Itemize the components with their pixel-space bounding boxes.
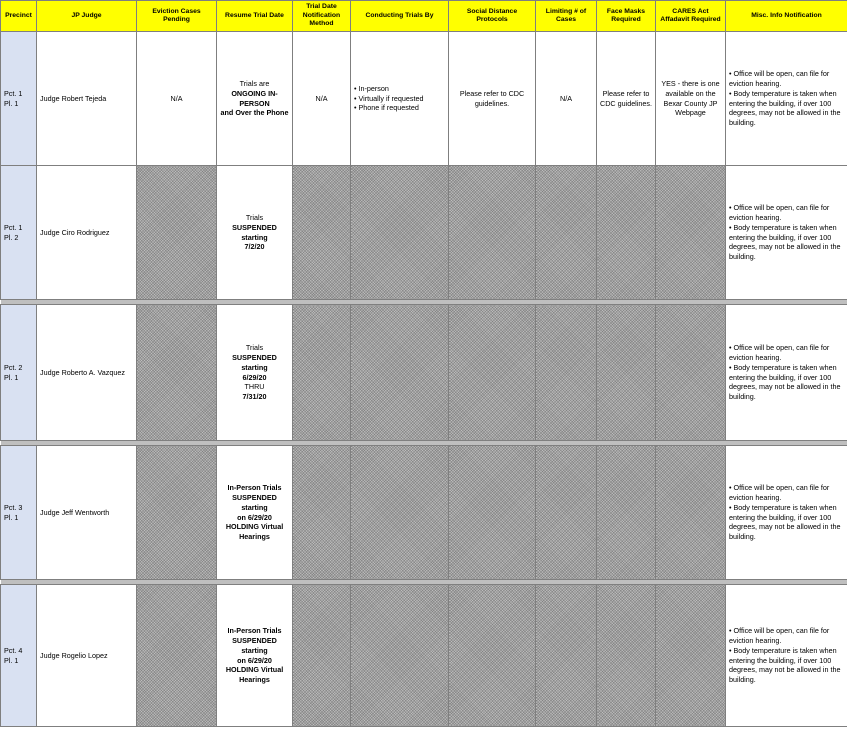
list-item: • Body temperature is taken when entering the building, if over 100 degrees, may not be allowed in the building. xyxy=(729,89,844,128)
judge-cell: Judge Robert Tejeda xyxy=(37,32,137,166)
resume-cell: In-Person Trials SUSPENDED starting on 6/29/20 HOLDING Virtual Hearings xyxy=(217,585,293,727)
redacted-cell xyxy=(137,446,217,580)
precinct-cell: Pct. 1 Pl. 2 xyxy=(1,166,37,300)
redacted-cell xyxy=(536,585,597,727)
redacted-cell xyxy=(597,446,656,580)
list-item: • Phone if requested xyxy=(354,103,445,113)
list-item: • Body temperature is taken when entering the building, if over 100 degrees, may not be allowed in the building. xyxy=(729,223,844,262)
redacted-cell xyxy=(351,585,449,727)
redacted-cell xyxy=(449,166,536,300)
header-cares-act-affadavit: CARES Act Affadavit Required xyxy=(656,1,726,32)
redacted-cell xyxy=(293,585,351,727)
table-row xyxy=(1,446,847,580)
redacted-cell xyxy=(137,166,217,300)
judge-cell: Judge Roberto A. Vazquez xyxy=(37,305,137,441)
redacted-cell xyxy=(293,305,351,441)
table-row xyxy=(1,305,847,441)
judge-cell: Judge Ciro Rodriguez xyxy=(37,166,137,300)
redacted-cell xyxy=(449,585,536,727)
table-row xyxy=(1,32,847,166)
list-item: • Body temperature is taken when entering the building, if over 100 degrees, may not be allowed in the building. xyxy=(729,503,844,542)
list-item: • Body temperature is taken when entering the building, if over 100 degrees, may not be allowed in the building. xyxy=(729,363,844,402)
redacted-cell xyxy=(351,166,449,300)
header-social-distance-protocols: Social Distance Protocols xyxy=(449,1,536,32)
social-cell: Please refer to CDC guidelines. xyxy=(449,32,536,166)
judge-cell: Judge Rogelio Lopez xyxy=(37,585,137,727)
resume-cell: Trials SUSPENDED starting 7/2/20 xyxy=(217,166,293,300)
header-resume-trial-date: Resume Trial Date xyxy=(217,1,293,32)
resume-cell: Trials are ONGOING IN-PERSON and Over the Phone xyxy=(217,32,293,166)
misc-cell xyxy=(726,166,847,300)
masks-cell: Please refer to CDC guidelines. xyxy=(597,32,656,166)
redacted-cell xyxy=(137,305,217,441)
header-row xyxy=(1,1,847,32)
table-row xyxy=(1,166,847,300)
limit-cell: N/A xyxy=(536,32,597,166)
header-precinct: Precinct xyxy=(1,1,37,32)
precinct-cell: Pct. 2 Pl. 1 xyxy=(1,305,37,441)
redacted-cell xyxy=(449,305,536,441)
redacted-cell xyxy=(137,585,217,727)
resume-cell: In-Person Trials SUSPENDED starting on 6/29/20 HOLDING Virtual Hearings xyxy=(217,446,293,580)
list-item: • Virtually if requested xyxy=(354,94,445,104)
misc-cell xyxy=(726,305,847,441)
redacted-cell xyxy=(656,446,726,580)
misc-cell xyxy=(726,32,847,166)
precinct-cell: Pct. 4 Pl. 1 xyxy=(1,585,37,727)
misc-cell xyxy=(726,585,847,727)
redacted-cell xyxy=(536,446,597,580)
redacted-cell xyxy=(449,446,536,580)
redacted-cell xyxy=(536,166,597,300)
redacted-cell xyxy=(351,305,449,441)
resume-cell: Trials SUSPENDED starting 6/29/20 THRU 7/31/20 xyxy=(217,305,293,441)
header-eviction-cases-pending: Eviction Cases Pending xyxy=(137,1,217,32)
cares-cell: YES - there is one available on the Bexar County JP Webpage xyxy=(656,32,726,166)
list-item: • Office will be open, can file for eviction hearing. xyxy=(729,626,844,646)
list-item: • Office will be open, can file for eviction hearing. xyxy=(729,343,844,363)
precinct-cell: Pct. 1 Pl. 1 xyxy=(1,32,37,166)
precinct-cell: Pct. 3 Pl. 1 xyxy=(1,446,37,580)
redacted-cell xyxy=(597,585,656,727)
redacted-cell xyxy=(597,305,656,441)
notify-cell: N/A xyxy=(293,32,351,166)
redacted-cell xyxy=(293,166,351,300)
header-limiting-cases: Limiting # of Cases xyxy=(536,1,597,32)
list-item: • Office will be open, can file for eviction hearing. xyxy=(729,483,844,503)
redacted-cell xyxy=(293,446,351,580)
redacted-cell xyxy=(656,585,726,727)
list-item: • Office will be open, can file for eviction hearing. xyxy=(729,69,844,89)
judge-cell: Judge Jeff Wentworth xyxy=(37,446,137,580)
misc-cell xyxy=(726,446,847,580)
redacted-cell xyxy=(351,446,449,580)
header-face-masks-required: Face Masks Required xyxy=(597,1,656,32)
list-item: • Office will be open, can file for eviction hearing. xyxy=(729,203,844,223)
header-misc-info: Misc. Info Notification xyxy=(726,1,847,32)
header-jp-judge: JP Judge xyxy=(37,1,137,32)
conducting-cell xyxy=(351,32,449,166)
redacted-cell xyxy=(656,166,726,300)
header-conducting-trials-by: Conducting Trials By xyxy=(351,1,449,32)
list-item: • In-person xyxy=(354,84,445,94)
table-row xyxy=(1,585,847,727)
redacted-cell xyxy=(597,166,656,300)
pending-cell: N/A xyxy=(137,32,217,166)
redacted-cell xyxy=(536,305,597,441)
redacted-cell xyxy=(656,305,726,441)
list-item: • Body temperature is taken when entering the building, if over 100 degrees, may not be allowed in the building. xyxy=(729,646,844,685)
header-trial-date-notification-method: Trial Date Notification Method xyxy=(293,1,351,32)
